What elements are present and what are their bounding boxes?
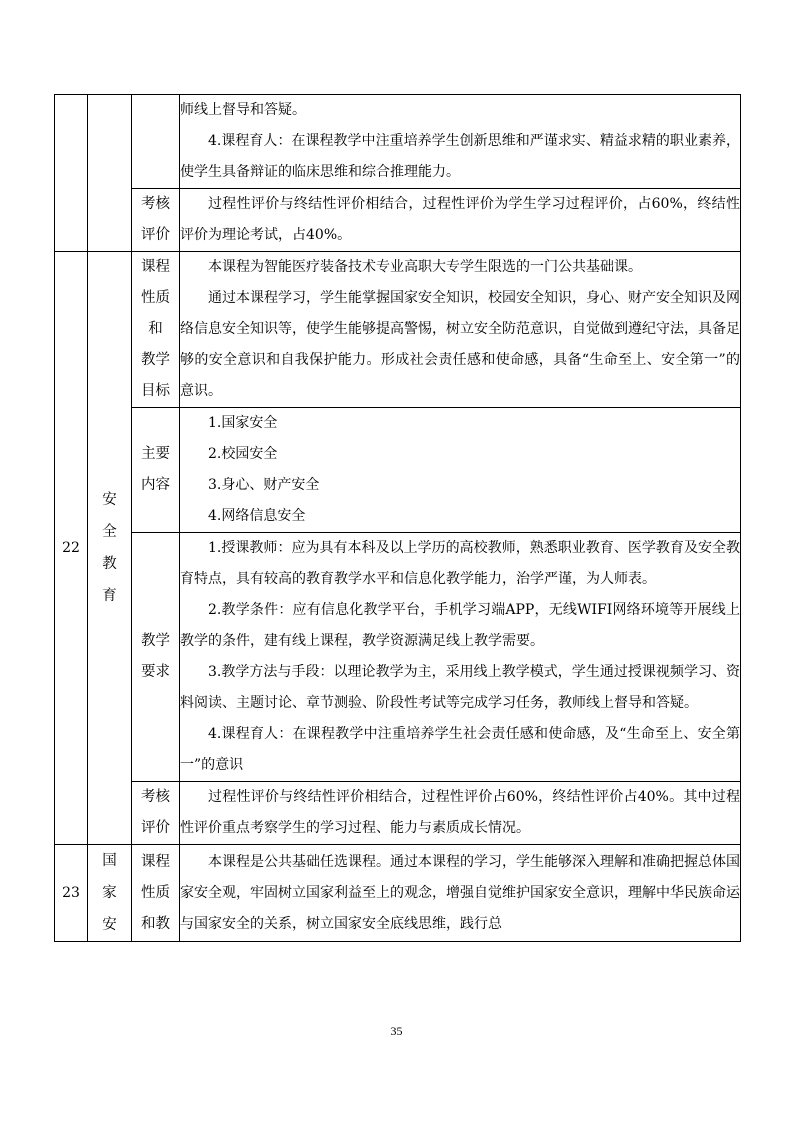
content-paragraph: 2.校园安全 <box>208 446 278 462</box>
section-label-line: 内容 <box>141 477 170 493</box>
course-name <box>88 95 132 252</box>
section-label-line: 性质 <box>141 290 170 306</box>
page-number: 35 <box>390 1024 403 1038</box>
section-label-line: 主要 <box>141 446 170 462</box>
section-label-line: 目标 <box>141 383 170 399</box>
content-paragraph: 过程性评价与终结性评价相结合，过程性评价占60%，终结性评价占40%。其中过程性评价重点考察学生的学习过程、能力与素质成长情况。 <box>180 789 740 836</box>
section-label <box>132 189 180 252</box>
table-row <box>55 189 741 252</box>
section-content <box>180 189 741 252</box>
section-label-line: 课程 <box>141 259 170 275</box>
course-table <box>54 94 741 942</box>
section-content <box>180 252 741 408</box>
content-paragraph: 过程性评价与终结性评价相结合，过程性评价为学生学习过程评价，占60%，终结性评价为理论考试，占40%。 <box>180 196 740 243</box>
section-label <box>132 782 180 845</box>
table-row <box>55 533 741 782</box>
content-paragraph: 3.身心、财产安全 <box>208 477 320 493</box>
course-name <box>88 845 132 942</box>
section-content <box>180 782 741 845</box>
section-label-line: 教学 <box>141 633 170 649</box>
course-name-char: 全 <box>102 524 117 540</box>
content-paragraph: 1.国家安全 <box>208 415 278 431</box>
table-row <box>55 782 741 845</box>
section-label-line: 评价 <box>141 227 170 243</box>
content-paragraph: 1.授课教师：应为具有本科及以上学历的高校教师，熟悉职业教育、医学教育及安全教育特点，具有较高的教育教学水平和信息化教学能力，治学严谨，为人师表。 <box>180 540 740 587</box>
content-paragraph: 3.教学方法与手段：以理论教学为主，采用线上教学模式，学生通过授课视频学习、资料阅读、主题讨论、章节测验、阶段性考试等完成学习任务，教师线上督导和答疑。 <box>180 664 740 711</box>
section-content <box>180 533 741 782</box>
course-name-char: 安 <box>102 492 117 508</box>
course-name-char: 教 <box>102 556 117 572</box>
section-content <box>180 408 741 533</box>
content-paragraph: 4.课程育人：在课程教学中注重培养学生社会责任感和使命感，及“生命至上、安全第一”的意识 <box>180 726 740 773</box>
content-paragraph: 本课程为智能医疗装备技术专业高职大专学生限选的一门公共基础课。 <box>208 259 642 275</box>
section-label <box>132 533 180 782</box>
section-label-line: 要求 <box>141 664 170 680</box>
course-name-char: 国 <box>102 853 117 869</box>
table-row <box>55 408 741 533</box>
table-row <box>55 252 741 408</box>
section-label-line: 课程 <box>141 853 170 870</box>
section-label-line: 考核 <box>141 196 170 212</box>
course-number: 23 <box>55 845 88 942</box>
content-paragraph: 师线上督导和答疑。 <box>180 102 306 118</box>
section-content <box>180 95 741 189</box>
content-paragraph: 2.教学条件：应有信息化教学平台，手机学习端APP，无线WIFI网络环境等开展线上教学的条件，建有线上课程，教学资源满足线上教学需要。 <box>180 602 740 649</box>
section-label-line: 评价 <box>141 820 170 836</box>
content-paragraph: 通过本课程学习，学生能掌握国家安全知识，校园安全知识，身心、财产安全知识及网络信息安全知识等，使学生能够提高警惕，树立安全防范意识，自觉做到遵纪守法，具备足够的安全意识和自我保护能力。形成社会责任感和使命感，具备“生命至上、安全第一”的意识。 <box>180 290 740 399</box>
course-number: 22 <box>55 252 88 845</box>
section-label-line: 教学 <box>141 352 170 368</box>
section-label-line: 性质 <box>141 884 170 901</box>
section-label-line: 考核 <box>141 789 170 805</box>
section-label <box>132 845 180 942</box>
section-label <box>132 252 180 408</box>
course-name-char: 育 <box>102 588 117 604</box>
section-label-line: 和教 <box>141 915 170 932</box>
course-number <box>55 95 88 252</box>
section-content <box>180 845 741 942</box>
content-paragraph: 本课程是公共基础任选课程。通过本课程的学习，学生能够深入理解和准确把握总体国家安全观，牢固树立国家利益至上的观念，增强自觉维护国家安全意识，理解中华民族命运与国家安全的关系，树立国家安全底线思维，践行总 <box>180 853 740 932</box>
table-row <box>55 95 741 189</box>
table-row <box>55 845 741 942</box>
content-paragraph: 4.网络信息安全 <box>208 508 306 524</box>
section-label <box>132 408 180 533</box>
section-label-line: 和 <box>148 321 163 337</box>
course-name-char: 家 <box>102 885 117 901</box>
content-paragraph: 4.课程育人：在课程教学中注重培养学生创新思维和严谨求实、精益求精的职业素养，使学生具备辩证的临床思维和综合推理能力。 <box>180 133 740 180</box>
course-name-char: 安 <box>102 917 117 933</box>
course-name <box>88 252 132 845</box>
section-label <box>132 95 180 189</box>
